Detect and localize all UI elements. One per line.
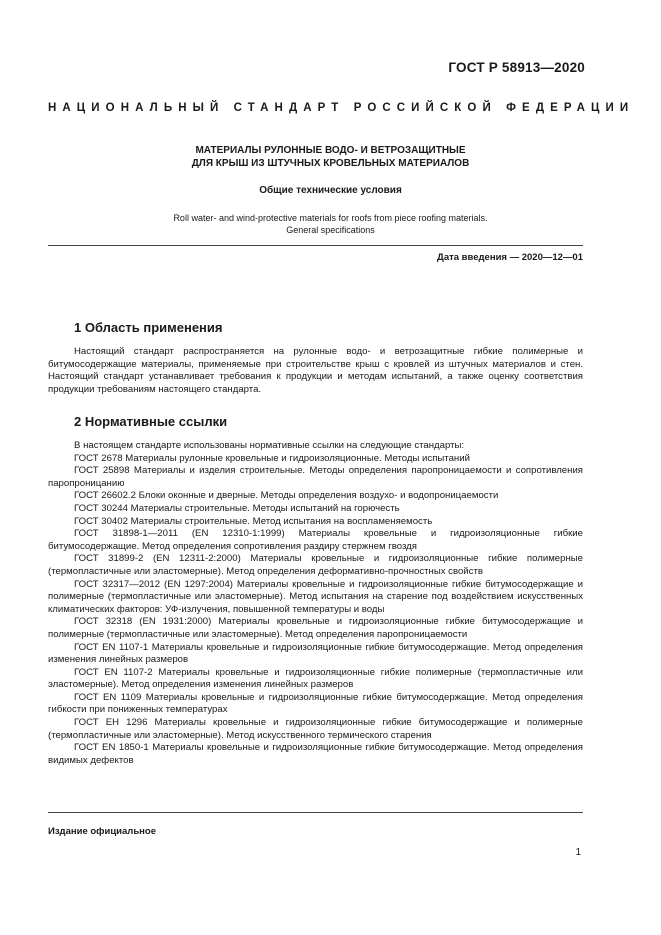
list-item: ГОСТ 26602.2 Блоки оконные и дверные. Методы определения воздухо- и водопроницаемости — [74, 490, 499, 502]
divider-bottom — [48, 812, 583, 813]
section-1-text — [48, 346, 583, 396]
title-line-2: ДЛЯ КРЫШ ИЗ ШТУЧНЫХ КРОВЕЛЬНЫХ МАТЕРИАЛОВ — [191, 158, 470, 169]
list-item: ГОСТ 32317—2012 (EN 1297:2004) Материалы кровельные и гидроизоляционные гибкие битумосодержащие и полимерные (термопластичные или эластомерные). Метод испытания на старение под воздействием искусственных климатических факторов: УФ-излучения, повышенной температуры и воды — [48, 578, 583, 615]
national-standard-banner: НАЦИОНАЛЬНЫЙ СТАНДАРТ РОССИЙСКОЙ ФЕДЕРАЦИИ — [48, 102, 635, 114]
list-item: ГОСТ 30244 Материалы строительные. Методы испытаний на горючесть — [74, 502, 400, 514]
english-title — [48, 212, 613, 236]
list-item: ГОСТ EN 1107-2 Материалы кровельные и гидроизоляционные гибкие полимерные (термопластичные или эластомерные). Метод определения изменения линейных размеров — [48, 666, 583, 691]
list-item: ГОСТ 31898-1—2011 (EN 12310-1:1999) Материалы кровельные и гидроизоляционные гибкие битумосодержащие. Метод определения сопротивления раздиру стержнем гвоздя — [48, 528, 583, 552]
section-1-body: Настоящий стандарт распространяется на рулонные водо- и ветрозащитные гибкие полимерные и битумосодержащие материалы, применяемые при строительстве крыш с кровлей из штучных материалов и стен. Настоящий стандарт устанавливает требования к продукции и методам испытаний, а также оценку соответствия продукции требованиям настоящего стандарта. — [48, 346, 583, 395]
official-edition-label: Издание официальное — [48, 826, 156, 837]
divider-top — [48, 245, 583, 246]
list-item: ГОСТ 25898 Материалы и изделия строительные. Методы определения паропроницаемости и сопротивления паропроницанию — [48, 465, 583, 489]
section-2-heading: 2 Нормативные ссылки — [74, 414, 228, 429]
english-title-line-2: General specifications — [286, 225, 375, 235]
list-item: ГОСТ 31899-2 (EN 12311-2:2000) Материалы кровельные и гидроизоляционные гибкие полимерные (термопластичные или эластомерные). Метод определения деформативно-прочностных свойств — [48, 553, 583, 577]
list-item: ГОСТ EN 1109 Материалы кровельные и гидроизоляционные гибкие битумосодержащие. Метод определения гибкости при пониженных температурах — [48, 691, 583, 716]
document-title — [48, 144, 613, 170]
document-code: ГОСТ Р 58913—2020 — [448, 60, 585, 75]
section-1-heading: 1 Область применения — [74, 320, 223, 335]
list-item: В настоящем стандарте использованы нормативные ссылки на следующие стандарты: — [74, 440, 465, 451]
title-line-1: МАТЕРИАЛЫ РУЛОННЫЕ ВОДО- И ВЕТРОЗАЩИТНЫЕ — [195, 145, 466, 156]
list-item: ГОСТ EN 1850-1 Материалы кровельные и гидроизоляционные гибкие битумосодержащие. Метод определения видимых дефектов — [48, 742, 583, 766]
list-item: ГОСТ 30402 Материалы строительные. Метод испытания на воспламеняемость — [74, 515, 433, 527]
page-number: 1 — [575, 847, 581, 858]
english-title-line-1: Roll water- and wind-protective materials for roofs from piece roofing materials. — [173, 213, 488, 223]
document-subtitle: Общие технические условия — [259, 185, 402, 196]
list-item: ГОСТ 32318 (EN 1931:2000) Материалы кровельные и гидроизоляционные гибкие битумосодержащие и полимерные (термопластичные или эластомерные). Метод определения паропроницаемости — [48, 616, 583, 640]
normative-references-list — [48, 440, 583, 767]
list-item: ГОСТ EN 1107-1 Материалы кровельные и гидроизоляционные гибкие битумосодержащие. Метод определения изменения линейных размеров — [48, 641, 583, 666]
list-item: ГОСТ 2678 Материалы рулонные кровельные и гидроизоляционные. Методы испытаний — [74, 452, 470, 464]
introduction-date: Дата введения — 2020—12—01 — [437, 252, 583, 263]
list-item: ГОСТ EH 1296 Материалы кровельные и гидроизоляционные гибкие битумосодержащие и полимерные (термопластичные или эластомерные). Метод искусственного термического старения — [48, 717, 583, 741]
